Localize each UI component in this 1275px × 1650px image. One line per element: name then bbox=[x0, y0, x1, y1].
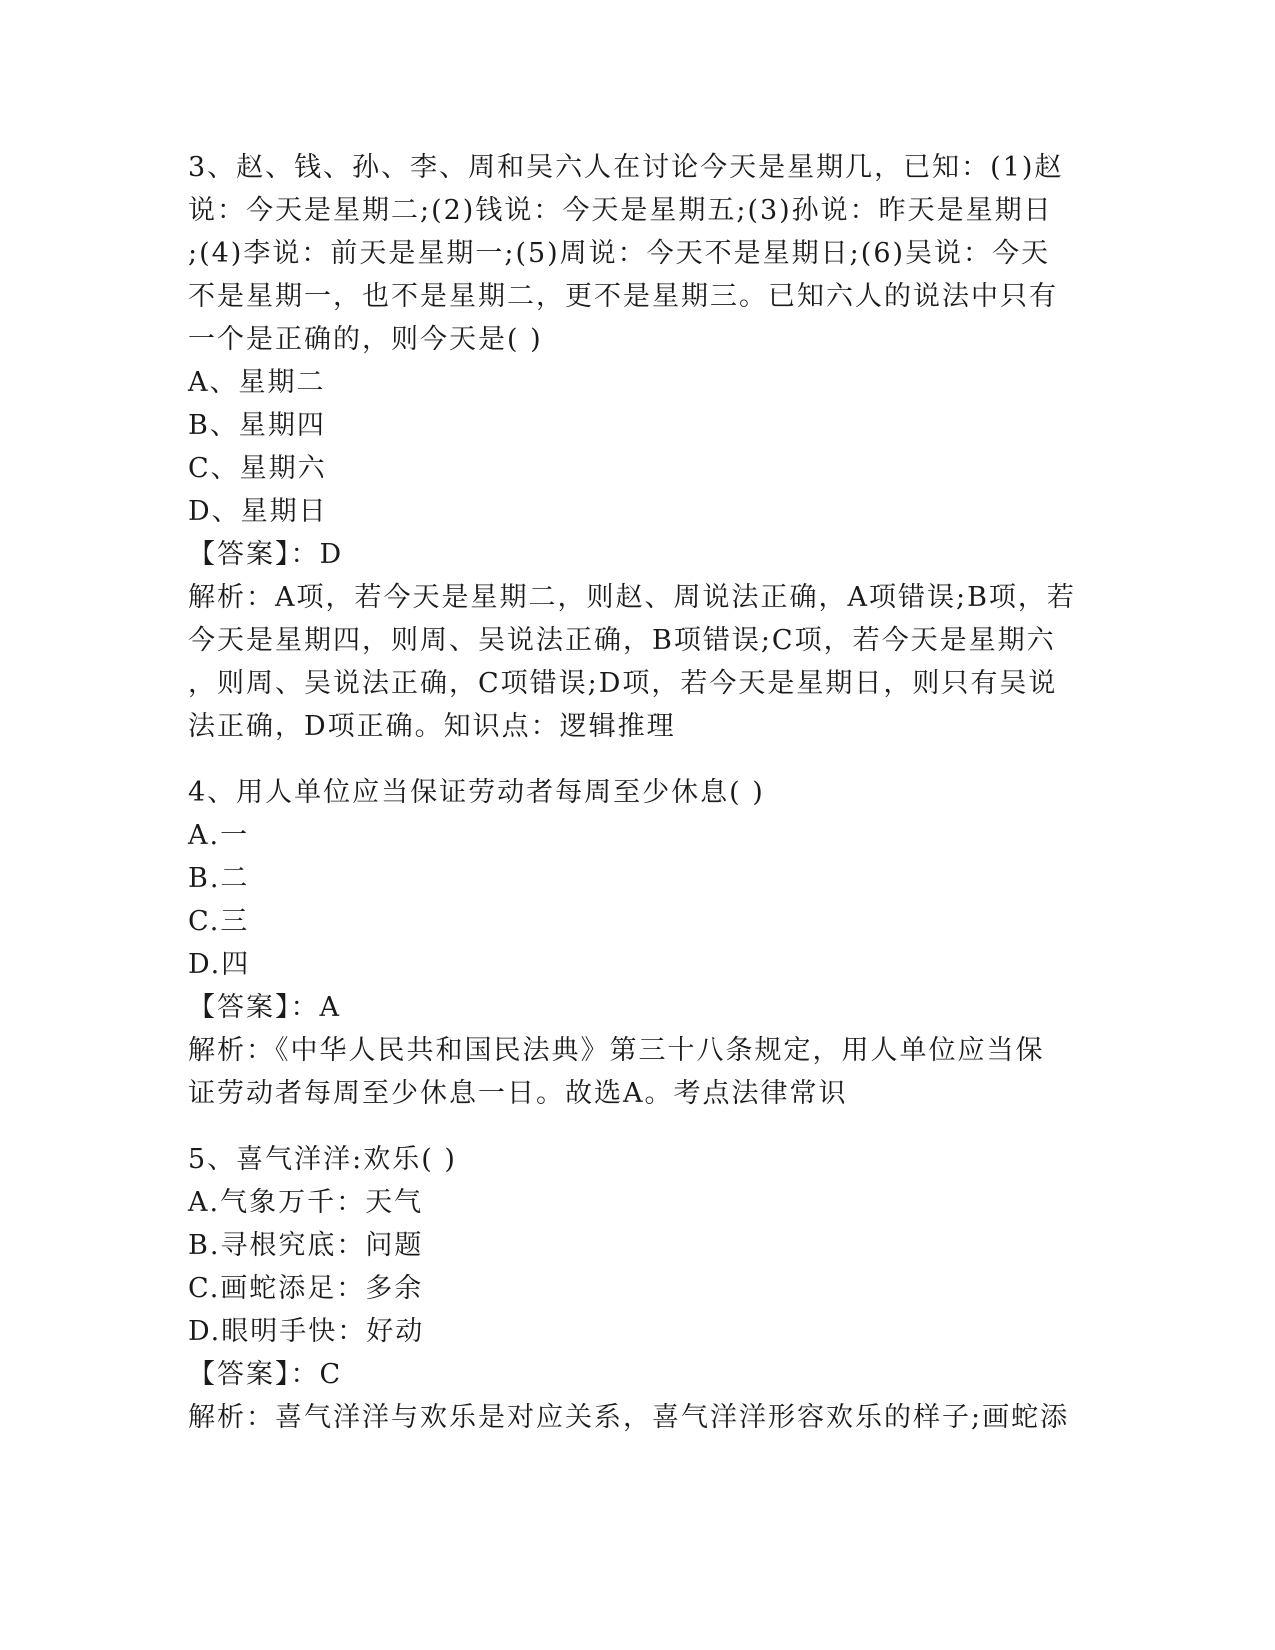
question-4 bbox=[188, 771, 1088, 1115]
question-stem-line: 说：今天是星期二;(2)钱说：今天是星期五;(3)孙说：昨天是星期日 bbox=[188, 195, 1053, 226]
question-5 bbox=[188, 1138, 1088, 1439]
question-stem-line: 不是星期一，也不是星期二，更不是星期三。已知六人的说法中只有 bbox=[188, 281, 1058, 312]
option-d: D.眼明手快：好动 bbox=[188, 1316, 425, 1347]
analysis-line: 解析：A项，若今天是星期二，则赵、周说法正确，A项错误;B项，若 bbox=[188, 582, 1076, 613]
analysis-line: 解析：喜气洋洋与欢乐是对应关系，喜气洋洋形容欢乐的样子;画蛇添 bbox=[188, 1402, 1070, 1433]
option-a: A.一 bbox=[188, 820, 250, 851]
option-b: B、星期四 bbox=[188, 410, 326, 441]
answer-line: 【答案】：D bbox=[188, 539, 344, 570]
analysis-line: 法正确，D项正确。知识点：逻辑推理 bbox=[188, 711, 676, 742]
option-d: D.四 bbox=[188, 949, 251, 980]
question-stem-line: ;(4)李说：前天是星期一;(5)周说：今天不是星期日;(6)吴说：今天 bbox=[188, 238, 1051, 269]
analysis-line: 证劳动者每周至少休息一日。故选A。考点法律常识 bbox=[188, 1078, 848, 1109]
option-c: C.三 bbox=[188, 906, 250, 937]
analysis-line: 解析：《中华人民共和国民法典》第三十八条规定，用人单位应当保 bbox=[188, 1035, 1045, 1066]
option-c: C.画蛇添足：多余 bbox=[188, 1273, 424, 1304]
answer-line: 【答案】：C bbox=[188, 1359, 343, 1390]
question-stem-line: 3、赵、钱、孙、李、周和吴六人在讨论今天是星期几，已知：(1)赵 bbox=[188, 152, 1064, 183]
option-b: B.寻根究底：问题 bbox=[188, 1230, 424, 1261]
question-stem-line: 4、用人单位应当保证劳动者每周至少休息( ) bbox=[188, 777, 765, 808]
document-page bbox=[188, 146, 1088, 1462]
question-3 bbox=[188, 146, 1088, 748]
option-a: A.气象万千：天气 bbox=[188, 1187, 424, 1218]
question-stem-line: 一个是正确的，则今天是( ) bbox=[188, 324, 543, 355]
option-b: B.二 bbox=[188, 863, 250, 894]
option-a: A、星期二 bbox=[188, 367, 326, 398]
option-c: C、星期六 bbox=[188, 453, 327, 484]
option-d: D、星期日 bbox=[188, 496, 328, 527]
question-stem-line: 5、喜气洋洋:欢乐( ) bbox=[188, 1144, 457, 1175]
analysis-line: ，则周、吴说法正确，C项错误;D项，若今天是星期日，则只有吴说 bbox=[188, 668, 1058, 699]
analysis-line: 今天是星期四，则周、吴说法正确，B项错误;C项，若今天是星期六 bbox=[188, 625, 1056, 656]
answer-line: 【答案】：A bbox=[188, 992, 341, 1023]
